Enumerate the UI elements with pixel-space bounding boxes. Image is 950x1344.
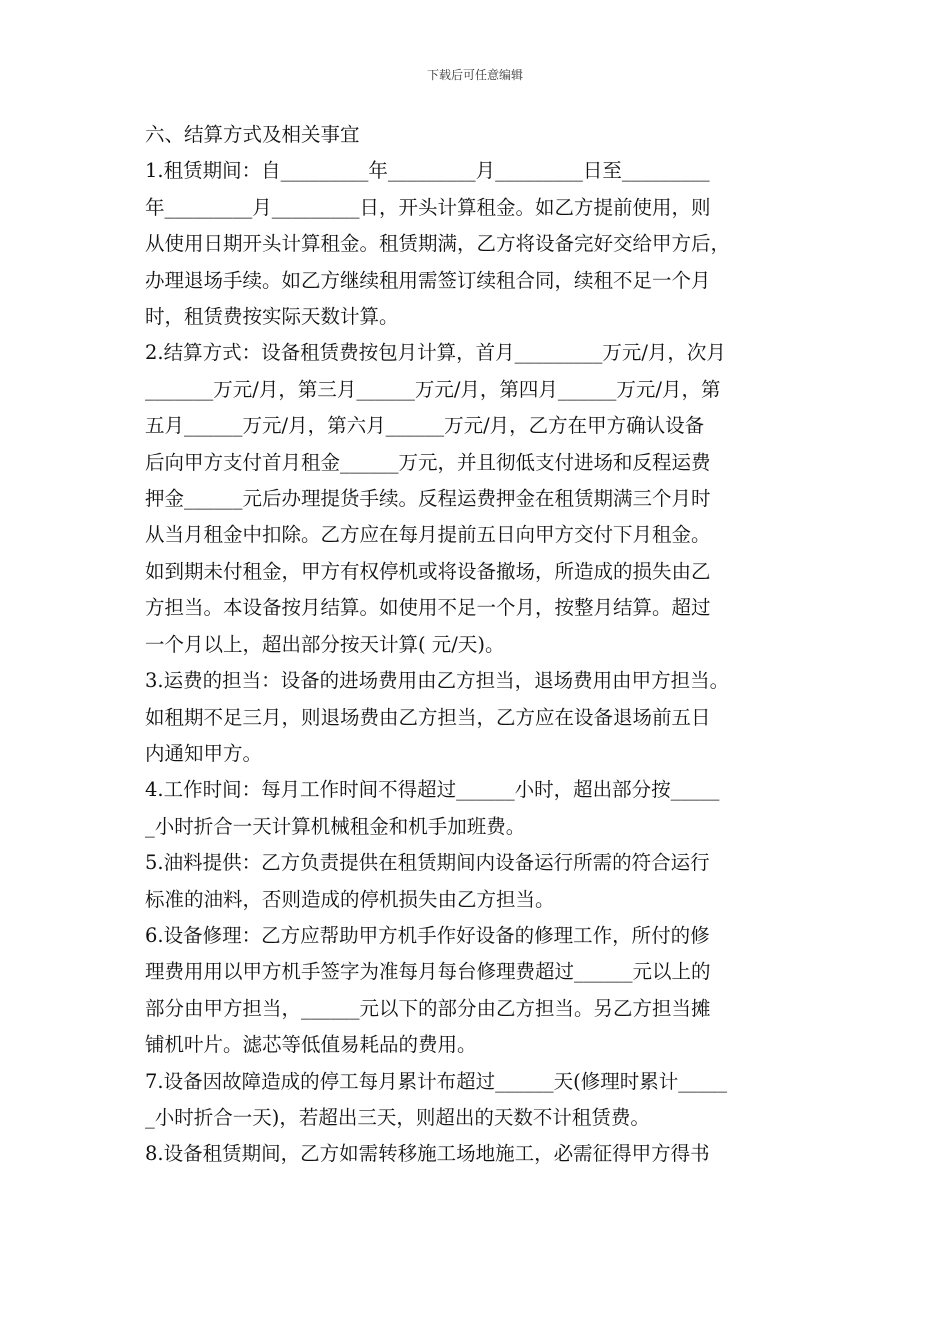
text-line: _______万元/月，第三月______万元/月，第四月______万元/月，第	[145, 377, 721, 401]
text-line: 内通知甲方。	[145, 741, 263, 765]
text-line: 如租期不足三月，则退场费由乙方担当，乙方应在设备退场前五日	[145, 705, 711, 729]
text-line: 如到期未付租金，甲方有权停机或将设备撤场，所造成的损失由乙	[145, 559, 711, 583]
document-body	[145, 117, 830, 1173]
text-line: 办理退场手续。如乙方继续租用需签订续租合同，续租不足一个月	[145, 268, 711, 292]
text-line: 6.设备修理：乙方应帮助甲方机手作好设备的修理工作，所付的修	[145, 923, 710, 947]
text-line: 铺机叶片。滤芯等低值易耗品的费用。	[145, 1033, 477, 1057]
text-line: 押金______元后办理提货手续。反程运费押金在租赁期满三个月时	[145, 487, 711, 511]
text-line: 部分由甲方担当，______元以下的部分由乙方担当。另乙方担当摊	[145, 996, 711, 1020]
text-line: 2.结算方式：设备租赁费按包月计算，首月_________万元/月，次月	[145, 341, 726, 365]
text-line: 理费用用以甲方机手签字为准每月每台修理费超过______元以上的	[145, 960, 711, 984]
page-header: 下载后可任意编辑	[426, 68, 523, 82]
text-line: 5.油料提供：乙方负责提供在租赁期间内设备运行所需的符合运行	[145, 851, 710, 875]
text-line: 1.租赁期间：自_________年_________月_________日至_________	[145, 159, 710, 183]
text-line: 方担当。本设备按月结算。如使用不足一个月，按整月结算。超过	[145, 596, 711, 620]
text-line: _小时折合一天)，若超出三天，则超出的天数不计租赁费。	[145, 1105, 650, 1129]
text-line: 六、结算方式及相关事宜	[145, 123, 360, 146]
text-line: 五月______万元/月，第六月______万元/月，乙方在甲方确认设备	[145, 414, 705, 438]
text-line: 3.运费的担当：设备的进场费用由乙方担当，退场费用由甲方担当。	[145, 669, 730, 693]
text-line: 标准的油料，否则造成的停机损失由乙方担当。	[145, 887, 555, 911]
text-line: 从使用日期开头计算租金。租赁期满，乙方将设备完好交给甲方后，	[145, 232, 731, 256]
text-line: 后向甲方支付首月租金______万元，并且彻低支付进场和反程运费	[145, 450, 711, 474]
text-line: 从当月租金中扣除。乙方应在每月提前五日向甲方交付下月租金。	[145, 523, 711, 547]
text-line: 时，租赁费按实际天数计算。	[145, 305, 399, 329]
text-line: 4.工作时间：每月工作时间不得超过______小时，超出部分按_____	[145, 778, 720, 802]
text-line: 年_________月_________日，开头计算租金。如乙方提前使用，则	[145, 195, 711, 219]
text-line: 8.设备租赁期间，乙方如需转移施工场地施工，必需征得甲方得书	[145, 1142, 710, 1166]
text-line: 7.设备因故障造成的停工每月累计布超过______天(修理时累计_____	[145, 1069, 727, 1093]
text-line: 一个月以上，超出部分按天计算( 元/天)。	[145, 632, 505, 656]
text-line: _小时折合一天计算机械租金和机手加班费。	[145, 814, 526, 838]
